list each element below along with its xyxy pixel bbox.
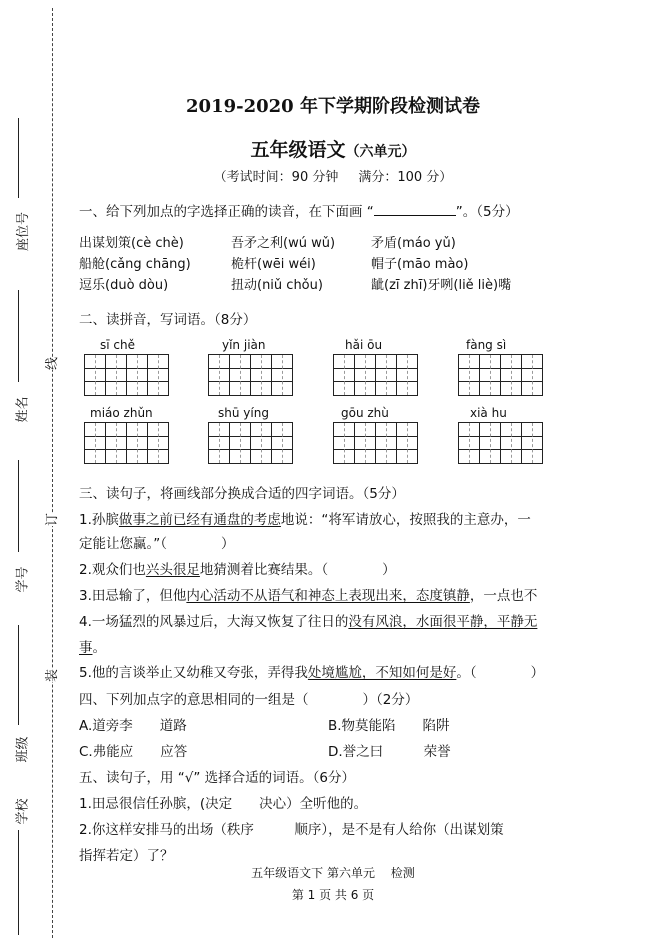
q3-sentence-4: 4.一场猛烈的风暴过后，大海又恢复了往日的没有风浪，水面很平静，平静无: [79, 614, 538, 630]
exam-subtitle: 五年级语文（六单元）: [250, 139, 416, 161]
binding-char-bind: 装: [39, 669, 62, 682]
q1-item: 吾矛之利(wú wǔ): [231, 236, 336, 251]
q1-item: 逗乐(duò dòu): [79, 278, 169, 293]
q3-sentence-4-cont: 事。: [79, 640, 106, 656]
q1-item: 桅杆(wēi wéi): [231, 257, 316, 272]
exam-time: （考试时间：90 分钟: [213, 170, 339, 185]
q3-sentence-3: 3.田忌输了，但他内心活动不从语气和神态上表现出来，态度镇静，一点也不: [79, 588, 538, 604]
exam-info: [0, 166, 666, 185]
q4-heading: 四、下列加点字的意思相同的一组是（ ）（2分）: [79, 692, 419, 708]
exam-title: 2019-2020 年下学期阶段检测试卷: [186, 96, 480, 117]
q1-item: 帽子(māo mào): [371, 257, 469, 272]
q1-heading: 一、给下列加点的字选择正确的读音，在下面画 “ ”。（5分）: [79, 204, 519, 220]
student-id-line: [18, 460, 19, 552]
seat-number-label: 座位号: [16, 211, 32, 252]
q4-option-d: D.誉之曰 荣誉: [328, 744, 451, 760]
school-line: [18, 830, 19, 935]
q1-item: 矛盾(máo yǔ): [371, 236, 456, 251]
q1-item: 扭动(niǔ chǒu): [231, 278, 323, 293]
q5-sentence-2-cont: 指挥若定）了？: [79, 848, 174, 864]
student-id-label: 学号: [15, 566, 31, 593]
q1-item: 龇(zī zhī)牙咧(liě liè)嘴: [371, 278, 512, 293]
binding-char-line: 线: [39, 357, 62, 370]
q5-heading: 五、读句子，用 “√” 选择合适的词语。（6分）: [79, 770, 356, 786]
q3-sentence-1: 1.孙膑做事之前已经有通盘的考虑地说：“将军请放心，按照我的主意办，一: [79, 512, 531, 528]
footer-page-number: 第 1 页 共 6 页: [291, 888, 375, 902]
q5-sentence-1: 1.田忌很信任孙膑，(决定 决心）全听他的。: [79, 796, 368, 812]
school-label: 学校: [15, 798, 31, 825]
class-label: 班级: [15, 736, 31, 763]
answer-blank: [374, 203, 456, 216]
q3-sentence-5: 5.他的言谈举止又幼稚又夸张，弄得我处境尴尬，不知如何是好。（ ）: [79, 665, 545, 681]
q3-heading: 三、读句子，将画线部分换成合适的四字词语。（5分）: [79, 486, 405, 502]
q4-option-a: A.道旁李 道路: [79, 718, 187, 734]
binding-char-order: 订: [39, 513, 62, 526]
footer-course: 五年级语文下 第六单元 检测: [251, 866, 415, 880]
name-label: 姓名: [15, 396, 31, 423]
q1-item: 出谋划策(cè chè): [79, 236, 184, 251]
exam-score: 满分：100 分）: [358, 170, 453, 185]
q1-item: 船舱(cǎng chāng): [79, 257, 191, 272]
q5-sentence-2: 2.你这样安排马的出场（秩序 顺序），是不是有人给你（出谋划策: [79, 822, 504, 838]
q4-option-b: B.物莫能陷 陷阱: [328, 718, 450, 734]
name-line: [18, 290, 19, 382]
q3-sentence-2: 2.观众们也兴头很足地猜测着比赛结果。（ ）: [79, 562, 396, 578]
class-line: [18, 625, 19, 725]
q4-option-c: C.弗能应 应答: [79, 744, 188, 760]
q3-sentence-1-cont: 定能让您赢。”（ ）: [79, 536, 235, 552]
q2-heading: 二、读拼音，写词语。（8分）: [79, 312, 257, 328]
